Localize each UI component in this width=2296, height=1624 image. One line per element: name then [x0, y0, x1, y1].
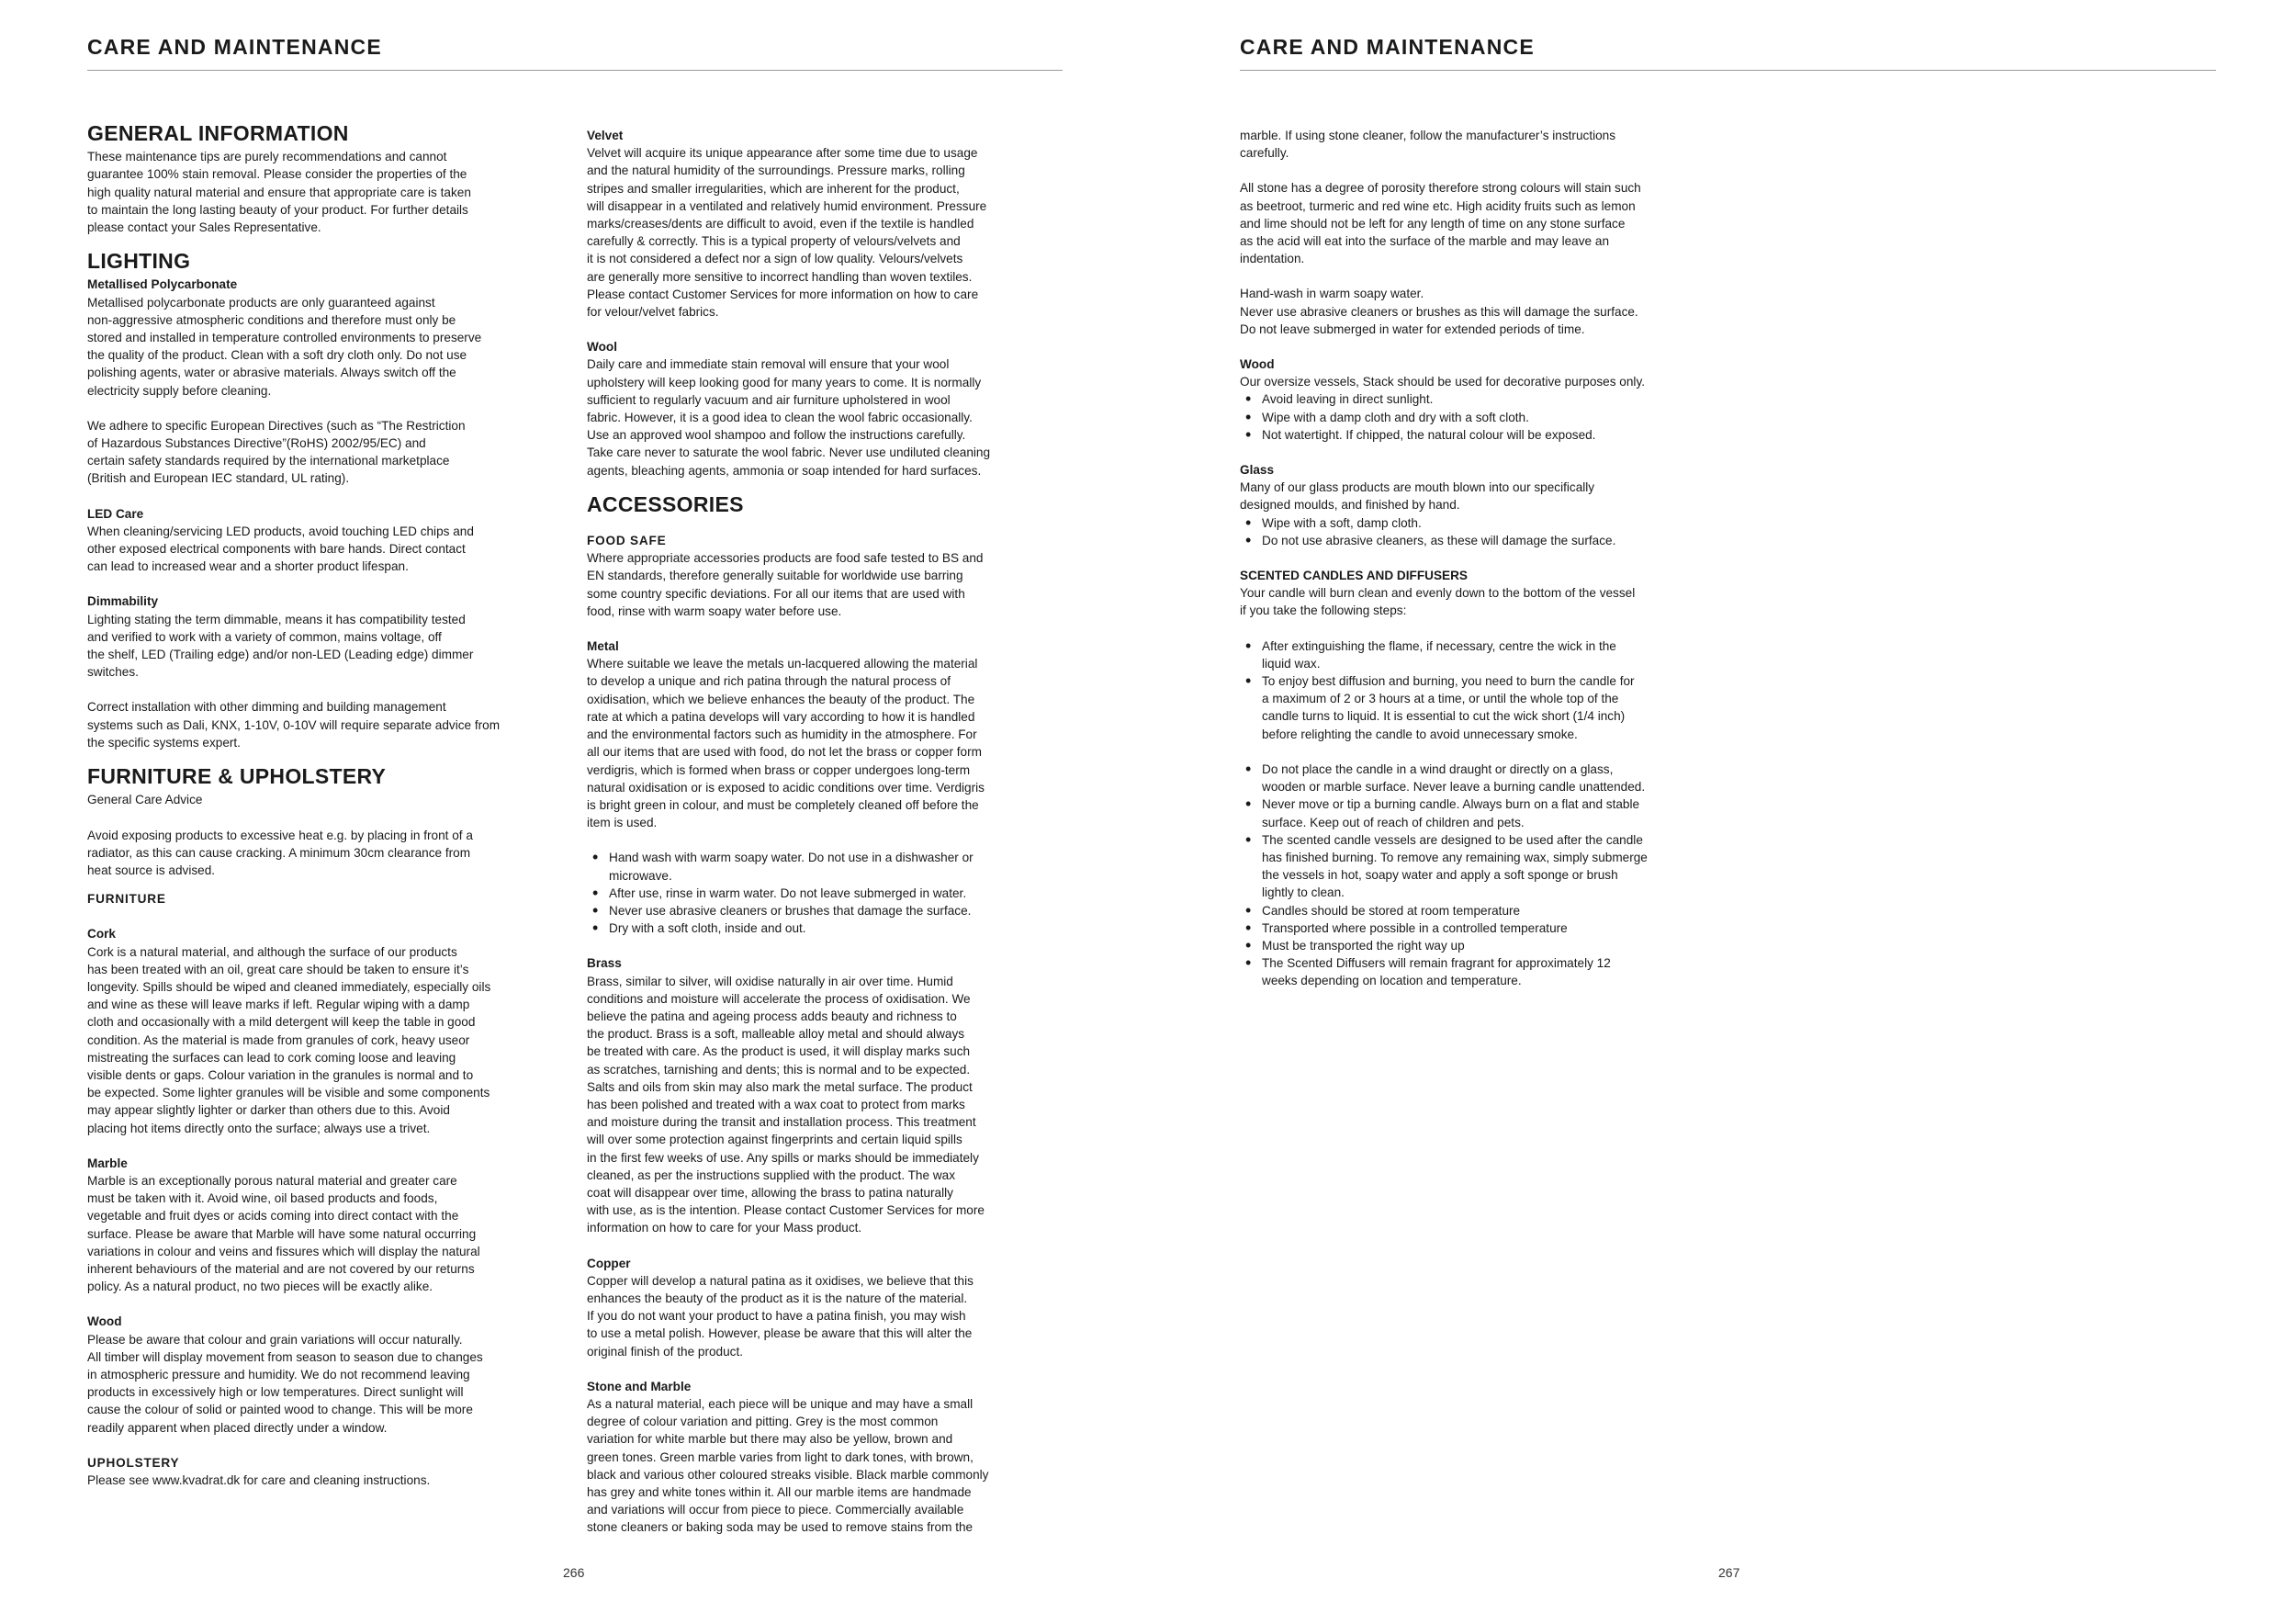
list-item: • Wipe with a damp cloth and dry with a soft cloth.: [1240, 409, 1754, 426]
metal-body: Where suitable we leave the metals un-lacquered allowing the material to develop a unique and rich patina through the natural process of oxidisation, which we believe enhances the beauty of the product. The rate at which a patina develops will vary according to how it is handled and the environmental factors such as humidity in the atmosphere. For all our items that are used with food, do not let the brass or copper form verdigris, which is formed when brass or copper undergoes long-term natural oxidisation or is exposed to acidic conditions over time. Verdigris is bright green in colour, and must be completely cleaned off before the item is used.: [587, 657, 985, 830]
general-information-body: These maintenance tips are purely recommendations and cannot guarantee 100% stain removal. Please consider the properties of the high quality natural material and ensure that appropriate care is taken to maintain the long lasting beauty of your product. For further details please contact your Sales Representative.: [87, 150, 471, 235]
heat-body: Avoid exposing products to excessive heat e.g. by placing in front of a radiator, as this can cause cracking. A minimum 30cm clearance from heat source is advised.: [87, 828, 473, 877]
directives-body: We adhere to specific European Directives (such as “The Restriction of Hazardous Substances Directive”(RoHS) 2002/95/EC) and certain safety standards required by the international marketplace (British and European IEC standard, UL rating).: [87, 418, 466, 486]
list-item: • Candles should be stored at room temperature: [1240, 902, 1754, 919]
wood-title: Wood: [1240, 357, 1275, 372]
right-column-1: [1240, 127, 1754, 990]
copper-body: Copper will develop a natural patina as it oxidises, we believe that this enhances the beauty of the product as it is the nature of the material. If you do not want your product to have a patina finish, you may wish to use a metal polish. However, please be aware that this will alter the original finish of the product.: [587, 1273, 974, 1359]
dimmability-body: Lighting stating the term dimmable, means it has compatibility tested and verified to work with a variety of common, mains voltage, off the shelf, LED (Trailing edge) and/or non-LED (Leading edge) dimmer switches.: [87, 612, 474, 680]
page-number: 267: [1718, 1565, 1740, 1580]
metallised-title: Metallised Polycarbonate: [87, 277, 238, 292]
general-care-advice: General Care Advice: [87, 793, 203, 807]
glass-title: Glass: [1240, 463, 1275, 478]
wool-body: Daily care and immediate stain removal will ensure that your wool upholstery will keep looking good for many years to come. It is normally sufficient to regularly vacuum and air furniture upholstered in wool fabric. However, it is a good idea to clean the wool fabric occasionally. Use an approved wool shampoo and follow the instructions carefully. Take care never to saturate the wool fabric. Never use undiluted cleaning agents, bleaching agents, ammonia or soap intended for hard surfaces.: [587, 357, 991, 478]
installation-body: Correct installation with other dimming and building management systems such as Dali, KNX, 1-10V, 0-10V will require separate advice from the specific systems expert.: [87, 700, 501, 750]
stone-marble-body: As a natural material, each piece will be unique and may have a small degree of colour variation and pitting. Grey is the most common variation for white marble but there may also be yellow, brown and green tones. Green marble varies from light to dark tones, with brown, black and various other coloured streaks visible. Black marble commonly has grey and white tones within it. All our marble items are handmade and variations will occur from piece to piece. Commercially available stone cleaners or baking soda may be used to remove stains from the: [587, 1397, 989, 1535]
heading-lighting: LIGHTING: [87, 249, 191, 274]
food-safe-label: FOOD SAFE: [587, 534, 667, 548]
heading-general-information: GENERAL INFORMATION: [87, 121, 349, 145]
metal-care-list: [587, 849, 1069, 937]
cork-body: Cork is a natural material, and although the surface of our products has been treated with an oil, great care should be taken to ensure it’s longevity. Spills should be wiped and cleaned immediately, especially oils and wine as these will leave marks if left. Regular wiping with a damp cloth and occasionally with a mild detergent will keep the table in good condition. As the material is made from granules of cork, heavy useor mistreating the surfaces can lead to cork coming loose and leaving visible dents or gaps. Colour variation in the granules is normal and to be expected. Some lighter granules will be visible and some components may appear slightly lighter or darker than others due to this. Avoid placing hot items directly onto the surface; always use a trivet.: [87, 944, 491, 1135]
copper-title: Copper: [587, 1256, 631, 1270]
metallised-body: Metallised polycarbonate products are only guaranteed against non-aggressive atmospheric conditions and therefore must only be stored and installed in temperature controlled environments to preserve the quality of the product. Clean with a soft dry cloth only. Do not use polishing agents, water or abrasive materials. Always switch off the electricity supply before cleaning.: [87, 295, 482, 398]
wool-title: Wool: [587, 340, 617, 355]
page-number: 266: [563, 1565, 585, 1580]
list-item: • Dry with a soft cloth, inside and out.: [587, 919, 1069, 937]
list-item: • To enjoy best diffusion and burning, you need to burn the candle for a maximum of 2 or 3 hours at a time, or until the whole top of the candle turns to liquid. It is essential to cut the wick short (1/4 inch) before relighting the candle to avoid unnecessary smoke.: [1240, 672, 1754, 743]
food-safe-body: Where appropriate accessories products are food safe tested to BS and EN standards, therefore generally suitable for worldwide use barring some country specific deviations. For all our items that are used with food, rinse with warm soapy water before use.: [587, 551, 984, 618]
header-divider: [1240, 70, 2216, 71]
heading-furniture-upholstery: FURNITURE & UPHOLSTERY: [87, 764, 387, 789]
list-item: • Not watertight. If chipped, the natural colour will be exposed.: [1240, 426, 1754, 444]
velvet-title: Velvet: [587, 129, 624, 142]
heading-accessories: ACCESSORIES: [587, 491, 744, 516]
upholstery-label: UPHOLSTERY: [87, 1455, 180, 1470]
page-header: CARE AND MAINTENANCE: [87, 35, 382, 59]
marble-body: Marble is an exceptionally porous natural material and greater care must be taken with it. Avoid wine, oil based products and foods, vegetable and fruit dyes or acids coming into direct contact with the surface. Please be aware that Marble will have some natural occurring variations in colour and veins and fissures which will display the natural inherent behaviours of the material and are not covered by our returns policy. As a natural product, no two pieces will be exactly alike.: [87, 1173, 480, 1294]
wood-body: Our oversize vessels, Stack should be used for decorative purposes only.: [1240, 375, 1646, 389]
candles-title: SCENTED CANDLES AND DIFFUSERS: [1240, 569, 1468, 583]
right-page: [1148, 0, 2296, 1624]
led-care-body: When cleaning/servicing LED products, avoid touching LED chips and other exposed electrical components with bare hands. Direct contact can lead to increased wear and a shorter product lifespan.: [87, 524, 474, 574]
page-header: CARE AND MAINTENANCE: [1240, 35, 1535, 59]
porosity-body: All stone has a degree of porosity therefore strong colours will stain such as beetroot, turmeric and red wine etc. High acidity fruits such as lemon and lime should not be left for any length of time on any stone surface as the acid will eat into the surface of the marble and may leave an indentation.: [1240, 181, 1641, 266]
list-item: • After extinguishing the flame, if necessary, centre the wick in the liquid wax.: [1240, 637, 1754, 672]
list-item: • Hand wash with warm soapy water. Do not use in a dishwasher or microwave.: [587, 849, 1069, 884]
led-care-title: LED Care: [87, 506, 144, 521]
wood-title: Wood: [87, 1314, 122, 1329]
header-divider: [87, 70, 1063, 71]
marble-title: Marble: [87, 1156, 128, 1170]
left-column-2: [587, 127, 1069, 1537]
metal-title: Metal: [587, 639, 619, 654]
wood-body: Please be aware that colour and grain variations will occur naturally. All timber will display movement from season to season due to changes in atmospheric pressure and humidity. We do not recommend leaving products in excessively high or low temperatures. Direct sunlight will cause the colour of solid or painted wood to change. This will be more readily apparent when placed directly under a window.: [87, 1332, 483, 1435]
list-item: • After use, rinse in warm water. Do not leave submerged in water.: [587, 885, 1069, 902]
stone-continued-body: marble. If using stone cleaner, follow the manufacturer’s instructions carefully.: [1240, 129, 1616, 161]
glass-care-list: [1240, 514, 1754, 549]
list-item: • Do not place the candle in a wind draught or directly on a glass, wooden or marble surface. Never leave a burning candle unattended.: [1240, 761, 1754, 795]
brass-body: Brass, similar to silver, will oxidise naturally in air over time. Humid conditions and moisture will accelerate the process of oxidisation. We believe the patina and ageing process adds beauty and richness to the product. Brass is a soft, malleable alloy metal and should always be treated with care. As the product is used, it will display marks such as scratches, tarnishing and dents; this is normal and to be expected. Salts and oils from skin may also mark the metal surface. The product has been polished and treated with a wax coat to protect from marks and moisture during the transit and installation process. This treatment will over some protection against fingerprints and certain liquid spills in the first few weeks of use. Any spills or marks should be immediately cleaned, as per the instructions supplied with the product. The wax coat will disappear over time, allowing the brass to patina naturally with use, as is the intention. Please contact Customer Services for more information on how to care for your Mass product.: [587, 974, 985, 1235]
dimmability-title: Dimmability: [87, 594, 159, 609]
left-column-1: [87, 121, 574, 1489]
candles-list-a: [1240, 637, 1754, 743]
list-item: • Must be transported the right way up: [1240, 937, 1754, 954]
handwash-body: Hand-wash in warm soapy water. Never use abrasive cleaners or brushes as this will damage the surface. Do not leave submerged in water for extended periods of time.: [1240, 287, 1638, 336]
list-item: • Transported where possible in a controlled temperature: [1240, 919, 1754, 937]
glass-body: Many of our glass products are mouth blown into our specifically designed moulds, and finished by hand.: [1240, 480, 1595, 513]
furniture-label: FURNITURE: [87, 892, 166, 907]
list-item: • Do not use abrasive cleaners, as these will damage the surface.: [1240, 532, 1754, 549]
candles-list-b: [1240, 761, 1754, 990]
list-item: • The scented candle vessels are designed to be used after the candle has finished burning. To remove any remaining wax, simply submerge the vessels in hot, soapy water and apply a soft sponge or brush lightly to clean.: [1240, 831, 1754, 902]
cork-title: Cork: [87, 927, 116, 942]
list-item: • Never move or tip a burning candle. Always burn on a flat and stable surface. Keep out of reach of children and pets.: [1240, 795, 1754, 830]
velvet-body: Velvet will acquire its unique appearance after some time due to usage and the natural humidity of the surroundings. Pressure marks, rolling stripes and smaller irregularities, which are inherent for the product, will disappear in a ventilated and relatively humid environment. Pressure marks/creases/dents are difficult to avoid, even if the textile is handled carefully & correctly. This is a typical property of velours/velvets and it is not considered a defect nor a sign of low quality. Velours/velvets are generally more sensitive to incorrect handling than woven textiles. Please contact Customer Services for more information on how to care for velour/velvet fabrics.: [587, 146, 987, 320]
wood-care-list: [1240, 390, 1754, 444]
list-item: • The Scented Diffusers will remain fragrant for approximately 12 weeks depending on location and temperature.: [1240, 954, 1754, 989]
brass-title: Brass: [587, 956, 622, 971]
stone-marble-title: Stone and Marble: [587, 1379, 692, 1393]
candles-body: Your candle will burn clean and evenly down to the bottom of the vessel if you take the following steps:: [1240, 586, 1636, 618]
upholstery-body: Please see www.kvadrat.dk for care and cleaning instructions.: [87, 1473, 431, 1487]
list-item: • Avoid leaving in direct sunlight.: [1240, 390, 1754, 408]
list-item: • Wipe with a soft, damp cloth.: [1240, 514, 1754, 532]
list-item: • Never use abrasive cleaners or brushes that damage the surface.: [587, 902, 1069, 919]
